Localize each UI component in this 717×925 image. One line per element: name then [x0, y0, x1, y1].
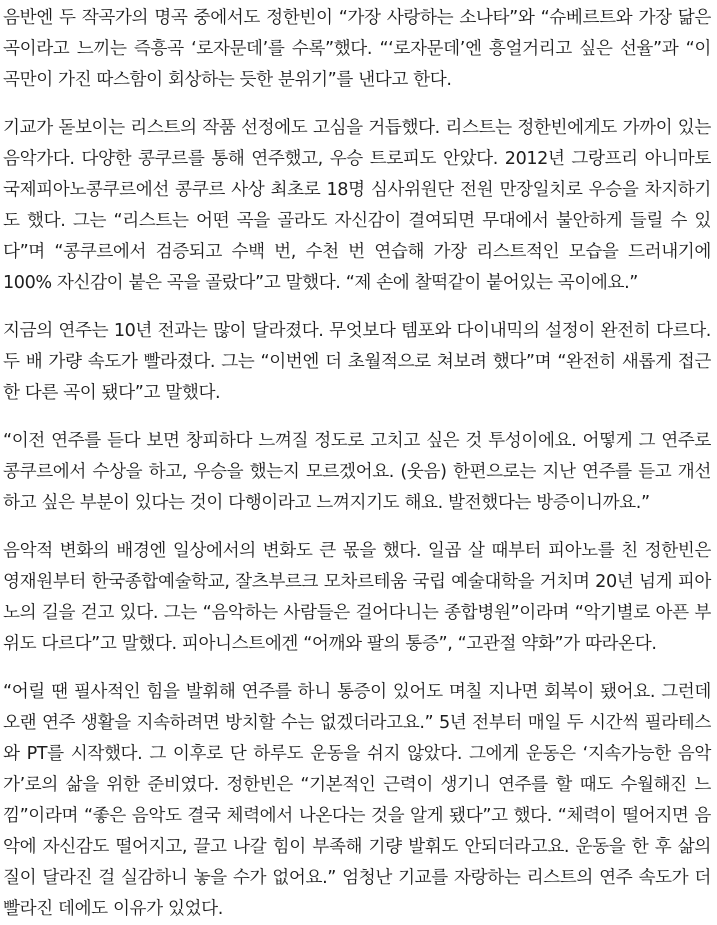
- paragraph-4: “이전 연주를 듣다 보면 창피하다 느껴질 정도로 고치고 싶은 것 투성이에요. 어떻게 그 연주로 콩쿠르에서 수상을 하고, 우승을 했는지 모르겠어요. (웃음) 한편으로는 지난 연주를 듣고 개선하고 싶은 부분이 있다는 것이 다행이라고 느껴지기도 해요. 발전했다는 방증이니까요.”: [3, 431, 711, 513]
- paragraph-3: 지금의 연주는 10년 전과는 많이 달라졌다. 무엇보다 템포와 다이내믹의 설정이 완전히 다르다. 두 배 가량 속도가 빨라졌다. 그는 “이번엔 더 초월적으로 쳐보려 했다”며 “완전히 새롭게 접근한 다른 곡이 됐다”고 말했다.: [3, 321, 711, 403]
- paragraph-5: 음악적 변화의 배경엔 일상에서의 변화도 큰 몫을 했다. 일곱 살 때부터 피아노를 친 정한빈은 영재원부터 한국종합예술학교, 잘츠부르크 모차르테움 국립 예술대학을 거치며 20년 넘게 피아노의 길을 걷고 있다. 그는 “음악하는 사람들은 걸어다니는 종합병원”이라며 “악기별로 아픈 부위도 다르다”고 말했다. 피아니스트에겐 “어깨와 팔의 통증”, “고관절 약화”가 따라온다.: [3, 541, 711, 654]
- article-body: [3, 3, 711, 925]
- paragraph-2: 기교가 돋보이는 리스트의 작품 선정에도 고심을 거듭했다. 리스트는 정한빈에게도 가까이 있는 음악가다. 다양한 콩쿠르를 통해 연주했고, 우승 트로피도 안았다. 2012년 그랑프리 아니마토 국제피아노콩쿠르에선 콩쿠르 사상 최초로 18명 심사위원단 전원 만장일치로 우승을 차지하기도 했다. 그는 “리스트는 어떤 곡을 골라도 자신감이 결여되면 무대에서 불안하게 들릴 수 있다”며 “콩쿠르에서 검증되고 수백 번, 수천 번 연습해 가장 리스트적인 모습을 드러내기에 100% 자신감이 붙은 곡을 골랐다”고 말했다. “제 손에 찰떡같이 붙어있는 곡이에요.”: [3, 118, 711, 293]
- paragraph-1: 음반엔 두 작곡가의 명곡 중에서도 정한빈이 “가장 사랑하는 소나타”와 “슈베르트와 가장 닮은 곡이라고 느끼는 즉흥곡 ‘로자문데’를 수록”했다. “‘로자문데’엔 흥얼거리고 싶은 선율”과 “이 곡만이 가진 따스함이 회상하는 듯한 분위기”를 낸다고 한다.: [3, 8, 711, 90]
- paragraph-6: “어릴 땐 필사적인 힘을 발휘해 연주를 하니 통증이 있어도 며칠 지나면 회복이 됐어요. 그런데 오랜 연주 생활을 지속하려면 방치할 수는 없겠더라고요.” 5년 전부터 매일 두 시간씩 필라테스와 PT를 시작했다. 그 이후로 단 하루도 운동을 쉬지 않았다. 그에게 운동은 ‘지속가능한 음악가’로의 삶을 위한 준비였다. 정한빈은 “기본적인 근력이 생기니 연주를 할 때도 수월해진 느낌”이라며 “좋은 음악도 결국 체력에서 나온다는 것을 알게 됐다”고 했다. “체력이 떨어지면 음악에 자신감도 떨어지고, 끌고 나갈 힘이 부족해 기량 발휘도 안되더라고요. 운동을 한 후 삶의 질이 달라진 걸 실감하니 놓을 수가 없어요.” 엄청난 기교를 자랑하는 리스트의 연주 속도가 더 빨라진 데에도 이유가 있었다.: [3, 682, 711, 919]
